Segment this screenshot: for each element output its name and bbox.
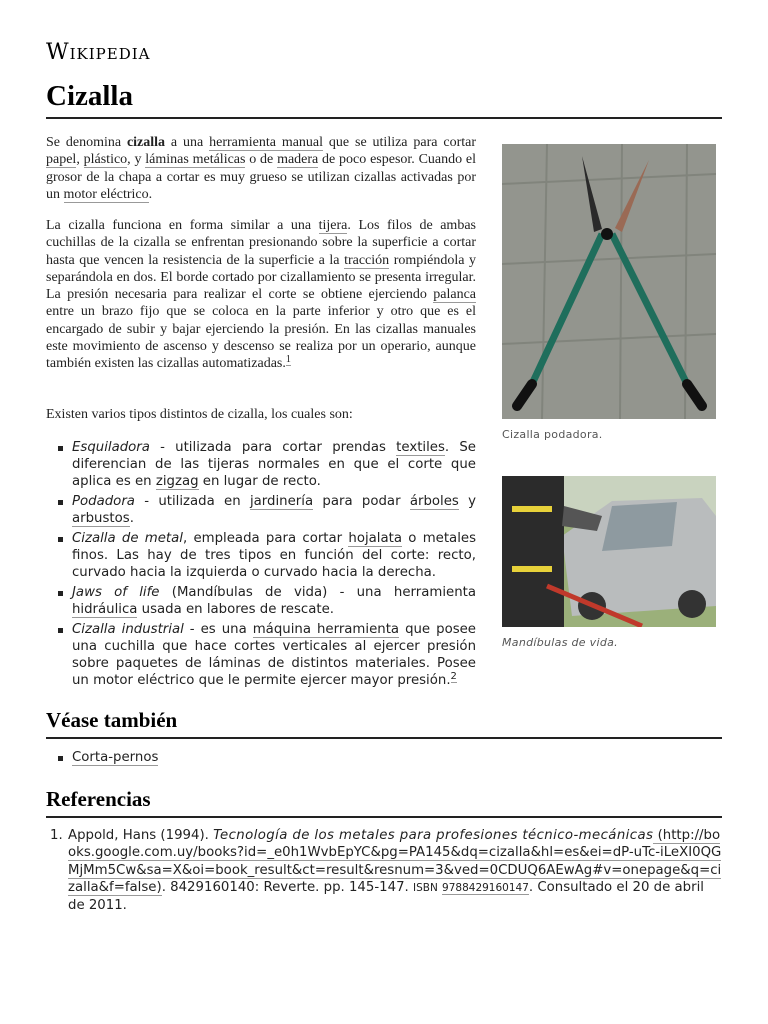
link-laminas-metalicas[interactable]: láminas metálicas xyxy=(145,152,246,168)
list-item: Esquiladora - utilizada para cortar prendas textiles. Se diferencian de las tijeras normales en que el corte que aplica es en zigzag en lugar de recto. xyxy=(46,439,476,490)
isbn-link[interactable]: 9788429160147 xyxy=(442,881,529,894)
link-hidraulica[interactable]: hidráulica xyxy=(72,602,138,617)
figure-cizalla-podadora xyxy=(502,144,716,441)
link-corta-pernos[interactable]: Corta-pernos xyxy=(72,750,159,765)
link-arbustos[interactable]: arbustos xyxy=(72,511,130,526)
see-also-list xyxy=(46,749,722,769)
lead-term: cizalla xyxy=(126,135,166,150)
figure-caption: Cizalla podadora. xyxy=(502,428,603,441)
reference-url-link[interactable]: (http://books.google.com.uy/books?id=_e0h1WvbEpYC&pg=PA145&dq=cizalla&hl=es&ei=dP-uTc-iLeXI0QGMjMm5Cw&sa=X&oi=book_result&ct=result&resnum=3&ved=0CDUQ6AEwAg#v=onepage&q=cizalla&f=false) xyxy=(68,828,722,895)
list-item: Podadora - utilizada en jardinería para podar árboles y arbustos. xyxy=(46,493,476,527)
link-madera[interactable]: madera xyxy=(277,152,319,168)
link-jardineria[interactable]: jardinería xyxy=(249,494,314,509)
footnote-1[interactable]: 1 xyxy=(285,353,291,365)
list-item: Cizalla industrial - es una máquina herramienta que posee una cuchilla que hace cortes verticales al ejercer presión sobre paquetes de láminas de distintos materiales. Posee un motor eléctrico que le permite ejercer mayor presión.$^2$ xyxy=(46,621,476,689)
link-textiles[interactable]: textiles xyxy=(396,440,445,455)
reference-item: 1. Appold, Hans (1994). Tecnología de los metales para profesiones técnico-mecánicas (http://books.google.com.uy/books?id=_e0h1WvbEpYC&pg=PA145&dq=cizalla&hl=es&ei=dP-uTc-iLeXI0QGMjMm5Cw&sa=X&oi=book_result&ct=result&resnum=3&ved=0CDUQ6AEwAg#v=onepage&q=cizalla&f=false). 8429160140: Reverte. pp. 145-147. ISBN 9788429160147. Consultado el 20 de abril de 2011. xyxy=(50,828,722,914)
intro-paragraph: Se denomina cizalla a una herramienta manual que se utiliza para cortar papel, plástico, y láminas metálicas o de madera de poco espesor. Cuando el grosor de la chapa a cortar es muy grueso se utilizan cizallas activadas por un motor eléctrico. xyxy=(46,135,477,202)
link-tijera[interactable]: tijera xyxy=(318,218,348,233)
wikipedia-wordmark[interactable]: Wikipedia xyxy=(46,40,151,65)
link-arboles[interactable]: árboles xyxy=(409,494,459,509)
jaws-of-life-image[interactable] xyxy=(502,476,716,627)
pruning-shears-image[interactable] xyxy=(502,144,716,419)
types-intro: Existen varios tipos distintos de cizalla, los cuales son: xyxy=(46,407,353,422)
footnote-2[interactable]: 2 xyxy=(450,670,457,682)
section-heading-references: Referencias xyxy=(46,787,722,818)
function-paragraph: La cizalla funciona en forma similar a una tijera. Los filos de ambas cuchillas de la cizalla se enfrentan presionando sobre la superficie a cortar hasta que vencen la resistencia de la superficie a la tracción rompiéndola y separándola en dos. El borde cortado por cizallamiento se presenta irregular. La presión necesaria para realizar el corte se obtiene ejerciendo palanca entre un brazo fijo que se coloca en la parte inferior y otro que es el encargado de subir y bajar ejerciendo la presión. En las cizallas manuales este movimiento de ascenso y descenso se realiza por un operario, aunque también existen las cizallas automatizadas.$^1$ xyxy=(46,218,476,372)
list-item xyxy=(46,749,722,766)
link-traccion[interactable]: tracción xyxy=(344,252,390,268)
figure-mandibulas-de-vida xyxy=(502,476,716,649)
section-heading-see-also: Véase también xyxy=(46,708,722,739)
link-zigzag[interactable]: zigzag xyxy=(155,474,199,489)
figure-caption: Mandíbulas de vida. xyxy=(502,636,618,649)
reference-book-title-link[interactable]: Tecnología de los metales para profesiones técnico-mecánicas xyxy=(213,828,654,843)
list-item: Cizalla de metal, empleada para cortar hojalata o metales finos. Las hay de tres tipos en función del corte: recto, curvado hacia la izquierda o curvado hacia la derecha. xyxy=(46,530,476,581)
page-title: Cizalla xyxy=(46,80,722,119)
list-item: Jaws of life (Mandíbulas de vida) - una herramienta hidráulica usada en labores de rescate. xyxy=(46,584,476,618)
references-list xyxy=(46,827,722,914)
link-hojalata[interactable]: hojalata xyxy=(348,531,403,546)
types-list xyxy=(46,439,476,692)
link-motor-electrico[interactable]: motor eléctrico xyxy=(63,186,149,202)
link-papel[interactable]: papel xyxy=(46,152,77,168)
link-palanca[interactable]: palanca xyxy=(433,287,476,303)
link-herramienta-manual[interactable]: herramienta manual xyxy=(209,135,324,150)
link-maquina-herramienta[interactable]: máquina herramienta xyxy=(252,622,400,637)
isbn-label: ISBN xyxy=(412,881,438,894)
link-plastico[interactable]: plástico xyxy=(83,152,128,168)
